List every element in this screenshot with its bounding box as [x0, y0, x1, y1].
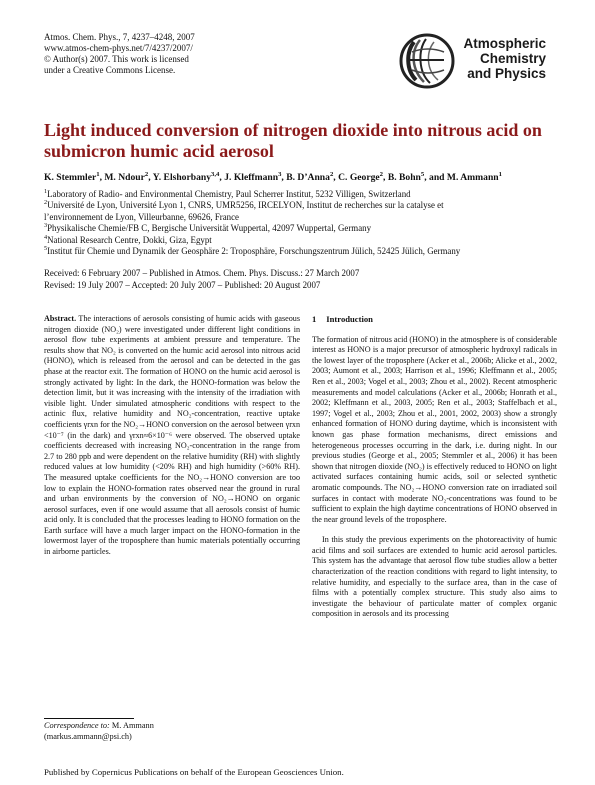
logo-wordmark: [456, 36, 546, 81]
author-separator: ,: [383, 172, 388, 183]
author-name: K. Stemmler: [44, 172, 97, 183]
citation-line: Atmos. Chem. Phys., 7, 4237–4248, 2007: [44, 32, 195, 42]
affiliation-text: Institut für Chemie und Dynamik der Geosphäre 2: Troposphäre, Forschungszentrum Jülich, 52425 Jülich, Germany: [47, 246, 461, 257]
journal-url[interactable]: www.atmos-chem-phys.net/7/4237/2007/: [44, 43, 193, 53]
author-separator: ,: [99, 172, 105, 183]
affiliation-text: Physikalische Chemie/FB C, Bergische Universität Wuppertal, 42097 Wuppertal, Germany: [47, 223, 372, 234]
section-number: 1: [312, 314, 317, 324]
received-line: Received: 6 February 2007 – Published in Atmos. Chem. Phys. Discuss.: 27 March 2007: [44, 268, 360, 278]
author-separator: ,: [219, 172, 225, 183]
author-affil-ref: 2: [144, 170, 149, 178]
paper-title: Light induced conversion of nitrogen dioxide into nitrous acid on submicron humic acid aerosol: [44, 120, 542, 161]
affiliation-text: Université de Lyon, Université Lyon 1, CNRS, UMR5256, IRCELYON, Institut de recherches sur la catalyse et: [47, 200, 444, 211]
journal-header: [44, 32, 195, 76]
abstract-text: The interactions of aerosols consisting of humic acids with gaseous nitrogen dioxide (NO₂) were investigated under different light conditions in aerosol flow tube experiments at ambient pressure and temperature. The results show that NO₂ is converted on the humic acid aerosol into nitrous acid (HONO), which is released from the aerosol and can be detected in the gas phase at the reactor exit. The formation of HONO on the humic acid aerosol is strongly activated by light: In the dark, the HONO-formation was below the detection limit, but it was increasing with the intensity of the irradiation with visible light. Under simulated atmospheric conditions with respect to the actinic flux, relative humidity and NO₂-concentration, reactive uptake coefficients γrxn for the NO₂→HONO conversion on the aerosol between γrxn <10⁻⁷ (in the dark) and γrxn≈6×10⁻⁶ were observed. The observed uptake coefficients decreased with increasing NO₂-concentration in the range from 2.7 to 280 ppb and were dependent on the relative humidity (RH) with slightly reduced values at low humidity (<20% RH) and high humidity (>60% RH). The measured uptake coefficients for the NO₂→HONO conversion are too low to explain the HONO-formation rates observed near the ground in rural and urban environments by the conversion of NO₂→HONO on organic aerosol surfaces, even if one would assume that all aerosols consist of humic acid only. It is concluded that the processes leading to HONO formation on the Earth surface will have a much larger impact on the HONO-formation in the lowermost layer of the troposphere than humic materials potentially occurring in airborne particles.: [44, 314, 300, 557]
correspondence-note: [44, 721, 154, 742]
author-affil-ref: 5: [420, 170, 425, 178]
author-affil-ref: 1: [96, 170, 100, 178]
author-name: J. Kleffmann: [224, 172, 279, 183]
section-title: Introduction: [326, 314, 373, 324]
publisher-footer: Published by Copernicus Publications on behalf of the European Geosciences Union.: [44, 767, 344, 777]
author-affil-ref: 3,4: [211, 170, 220, 178]
author-name: M. Ndour: [104, 172, 145, 183]
affiliation-continuation: l’environnement de Lyon, Villeurbanne, 69626, France: [44, 211, 239, 222]
license-line: under a Creative Commons License.: [44, 65, 176, 75]
revised-line: Revised: 19 July 2007 – Accepted: 20 July 2007 – Published: 20 August 2007: [44, 279, 321, 290]
author-separator: ,: [333, 172, 339, 183]
correspondence-label: Correspondence to:: [44, 721, 110, 730]
introduction-block: [312, 314, 557, 620]
affiliation: [44, 235, 564, 246]
author-affil-ref: 3: [278, 170, 282, 178]
author-separator: ,: [281, 172, 287, 183]
intro-paragraph-2: In this study the previous experiments on the photoreactivity of humic acid films and soil surfaces are extended to humic acid aerosol particles. This system has the advantage that aerosol flow tube studies allow a better characterization of the reaction conditions with regard to light intensity, to relative humidity, and especially to the surface area, than in the case of films with a potentially complex structure. This study also aims to investigate the behaviour of particulate matter of complex organic composition in aerosols and its processing: [312, 535, 557, 619]
author-name: B. D’Anna: [286, 172, 330, 183]
abstract-block: [44, 314, 300, 558]
affiliation-text: National Research Centre, Dokki, Giza, Egypt: [47, 234, 212, 245]
journal-logo: [398, 30, 548, 92]
author-name: B. Bohn: [387, 172, 421, 183]
affiliation: [44, 246, 564, 257]
author-name: C. George: [338, 172, 380, 183]
affiliation: [44, 223, 564, 234]
copyright-line: © Author(s) 2007. This work is licensed: [44, 54, 189, 64]
affiliation-list: [44, 189, 564, 257]
affiliation-number: 5: [44, 245, 48, 253]
logo-line-1: Atmospheric: [463, 36, 546, 51]
author-affil-ref: 1: [498, 170, 502, 178]
author-list: [44, 172, 564, 183]
author-affil-ref: 2: [329, 170, 334, 178]
affiliation: [44, 200, 564, 211]
affiliation-number: 1: [44, 188, 48, 196]
affiliation: [44, 189, 564, 200]
author-affil-ref: 2: [379, 170, 384, 178]
logo-line-2: Chemistry: [479, 51, 546, 66]
correspondence-email[interactable]: (markus.ammann@psi.ch): [44, 731, 132, 741]
affiliation-number: 2: [44, 199, 48, 207]
section-heading: [312, 314, 557, 325]
correspondence-name: M. Ammann: [111, 721, 154, 730]
logo-line-3: and Physics: [467, 66, 546, 81]
footnote-rule: [44, 718, 134, 719]
abstract-label: Abstract.: [44, 314, 77, 323]
egu-swirl-logo-icon: [398, 30, 460, 92]
author-name: Y. Elshorbany: [152, 172, 212, 183]
affiliation-text: Laboratory of Radio- and Environmental Chemistry, Paul Scherrer Institut, 5232 Villigen, Switzerland: [47, 189, 411, 199]
author-separator: ,: [148, 172, 153, 183]
author-separator: , and: [424, 172, 447, 183]
author-name: M. Ammann: [446, 172, 499, 183]
publication-dates: [44, 268, 359, 291]
affiliation-number: 4: [44, 233, 48, 241]
affiliation-number: 3: [44, 222, 48, 230]
intro-paragraph-1: The formation of nitrous acid (HONO) in the atmosphere is of considerable interest as HONO is a major precursor of atmospheric hydroxyl radicals in the lowest layer of the troposphere (Acker et al., 2006b; Alicke et al., 2002, 2003; Aumont et al., 2003; Harrison et al., 1996; Kleffmann et al., 2005; Ren et al., 2003; Vogel et al., 2003; Zhou et al., 2002). Recent atmospheric measurements and model calculations (Acker et al., 2006b; Honrath et al., 2002; Kleffmann et al., 2003, 2005; Ren et al., 2003; Staffelbach et al., 1997; Vogel et al., 2003; Zhou et al., 2001, 2002, 2003) show a strongly enhanced formation of HONO during daytime, which is inconsistent with known gas phase formation mechanisms, direct emissions and heterogeneous processes occurring in the dark, i.e. during night. In our previous studies (George et al., 2005; Stemmler et al., 2006) it has been shown that nitrogen dioxide (NO₂) is effectively reduced to HONO on light activated surfaces containing humic acids, soil or selected synthetic aromatic compounds. The NO₂→HONO conversion rate on irradiated soil surfaces in contact with moderate NO₂-concentrations was found to be sufficient to explain the high daytime concentrations of HONO observed in the near ground levels of the troposphere.: [312, 334, 557, 524]
